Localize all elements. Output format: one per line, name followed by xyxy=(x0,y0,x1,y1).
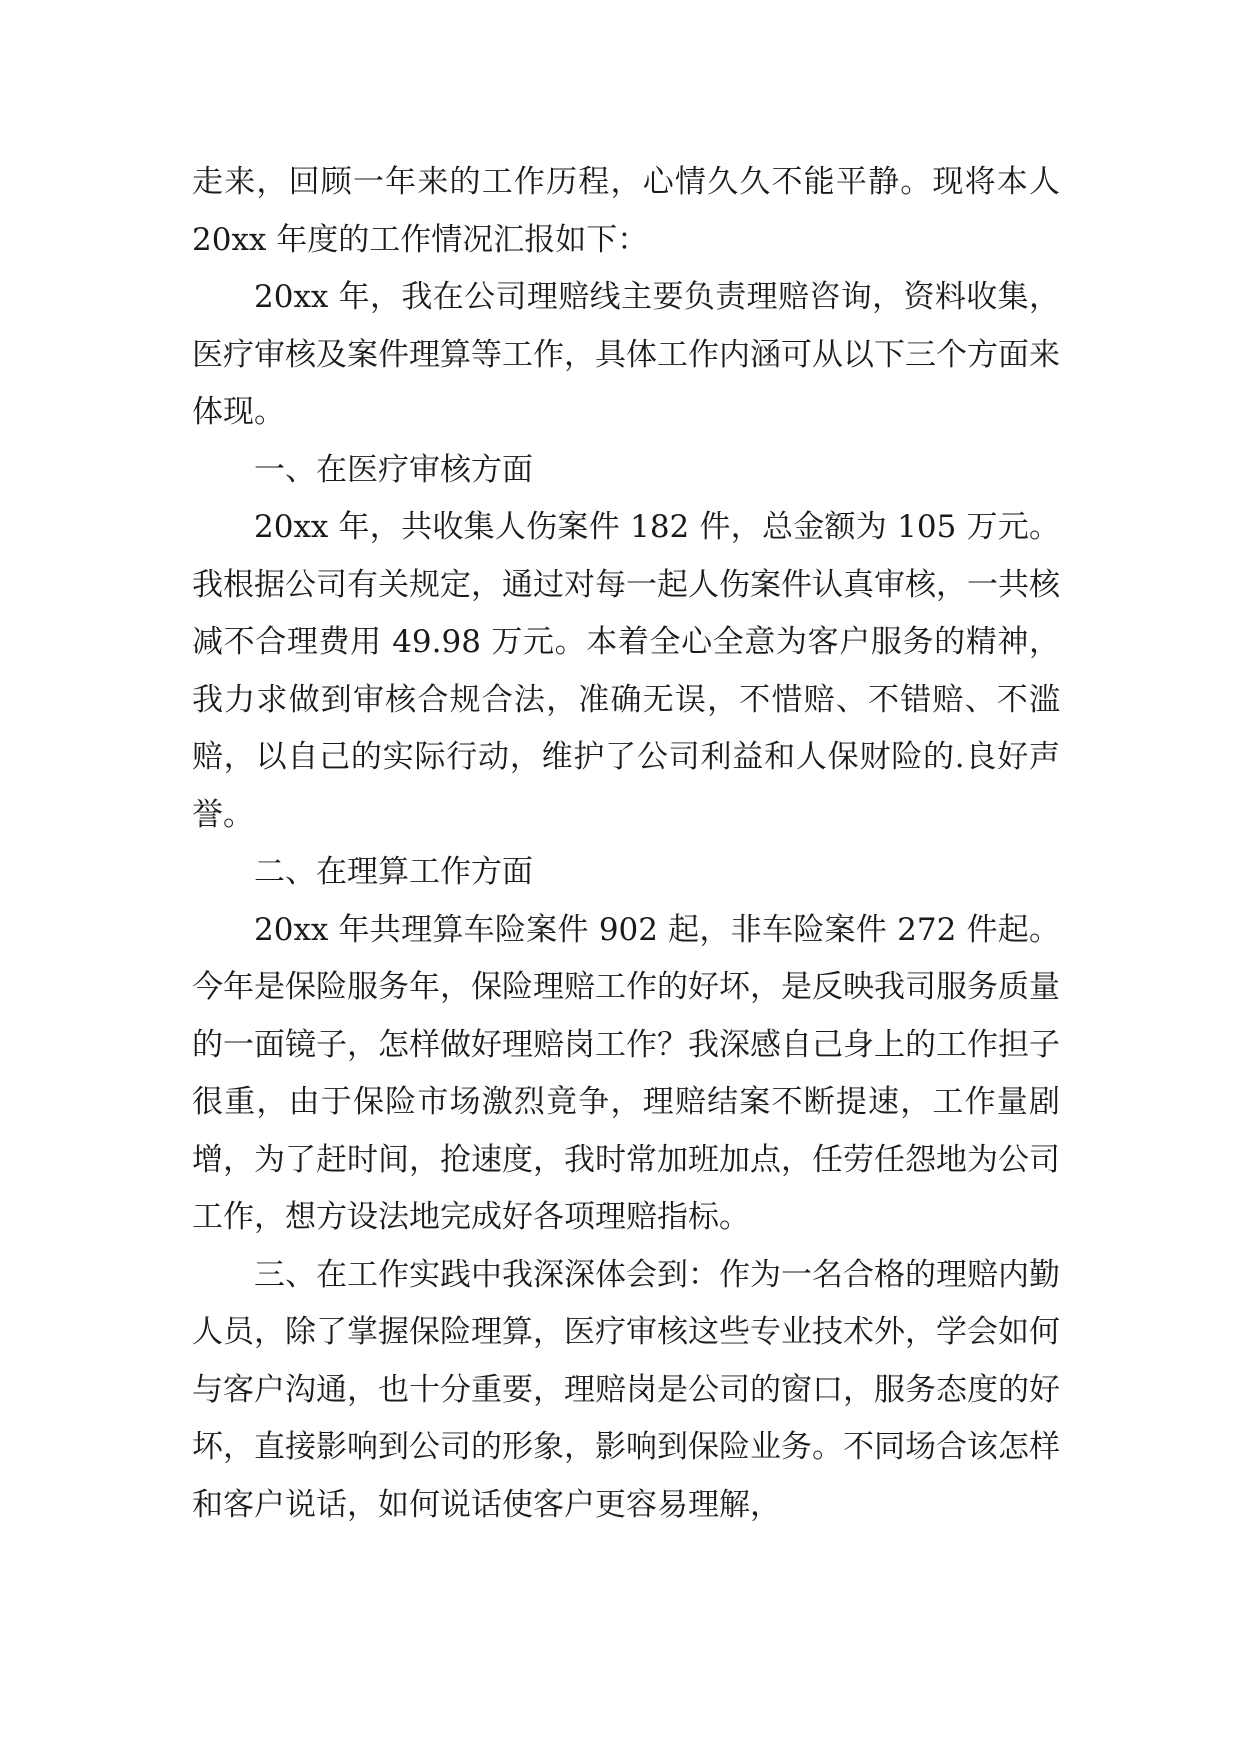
paragraph-adjustment-work: 20xx 年共理算车险案件 902 起，非车险案件 272 件起。今年是保险服务年，保险理赔工作的好坏，是反映我司服务质量的一面镜子，怎样做好理赔岗工作？我深感自己身上的工作担子很重，由于保险市场激烈竟争，理赔结案不断提速，工作量剧增，为了赶时间，抢速度，我时常加班加点，任劳任怨地为公司工作，想方设法地完成好各项理赔指标。 xyxy=(192,911,1060,1235)
paragraph-medical-review: 20xx 年，共收集人伤案件 182 件，总金额为 105 万元。我根据公司有关规定，通过对每一起人伤案件认真审核，一共核减不合理费用 49.98 万元。本着全心全意为客户服务的精神，我力求做到审核合规合法，准确无误，不惜赔、不错赔、不滥赔，以自己的实际行动，维护了公司利益和人保财险的.良好声誉。 xyxy=(192,509,1060,833)
paragraph-responsibilities: 20xx 年，我在公司理赔线主要负责理赔咨询，资料收集，医疗审核及案件理算等工作，具体工作内涵可从以下三个方面来体现。 xyxy=(192,279,1060,430)
section-heading-adjustment-work: 二、在理算工作方面 xyxy=(254,854,533,890)
section-heading-medical-review: 一、在医疗审核方面 xyxy=(254,451,533,488)
paragraph-work-practice: 三、在工作实践中我深深体会到：作为一名合格的理赔内勤人员，除了掌握保险理算，医疗审核这些专业技术外，学会如何与客户沟通，也十分重要，理赔岗是公司的窗口，服务态度的好坏，直接影响到公司的形象，影响到保险业务。不同场合该怎样和客户说话，如何说话使客户更容易理解， xyxy=(192,1256,1060,1523)
paragraph-intro-continuation: 走来，回顾一年来的工作历程，心情久久不能平静。现将本人 20xx 年度的工作情况汇报如下： xyxy=(192,164,1060,258)
document-body xyxy=(192,154,1060,1534)
